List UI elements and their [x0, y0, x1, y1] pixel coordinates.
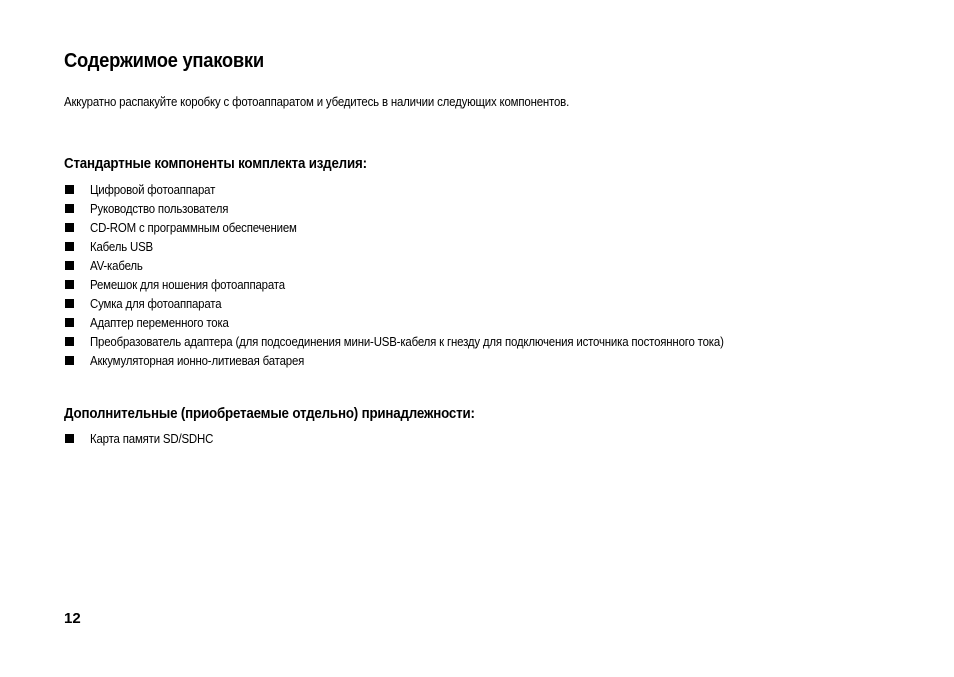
list-item-label: Цифровой фотоаппарат: [90, 182, 216, 197]
standard-components-heading: Стандартные компоненты комплекта изделия:: [64, 156, 367, 172]
list-item-label: Ремешок для ношения фотоаппарата: [90, 277, 285, 292]
square-bullet-icon: [65, 318, 74, 327]
square-bullet-icon: [65, 337, 74, 346]
list-item-label: Руководство пользователя: [90, 201, 229, 216]
list-item-label: Преобразователь адаптера (для подсоединения мини-USB-кабеля к гнезду для подключения источника постоянного тока): [90, 334, 724, 349]
square-bullet-icon: [65, 185, 74, 194]
page-title: Содержимое упаковки: [64, 50, 264, 72]
list-item-label: CD-ROM с программным обеспечением: [90, 220, 297, 235]
list-item-label: Аккумуляторная ионно-литиевая батарея: [90, 353, 305, 368]
list-item-label: Карта памяти SD/SDHC: [90, 431, 214, 446]
square-bullet-icon: [65, 434, 74, 443]
square-bullet-icon: [65, 356, 74, 365]
square-bullet-icon: [65, 280, 74, 289]
list-item-label: AV-кабель: [90, 258, 143, 273]
square-bullet-icon: [65, 299, 74, 308]
square-bullet-icon: [65, 261, 74, 270]
list-item-label: Адаптер переменного тока: [90, 315, 229, 330]
square-bullet-icon: [65, 204, 74, 213]
list-item-label: Кабель USB: [90, 239, 154, 254]
optional-accessories-heading: Дополнительные (приобретаемые отдельно) принадлежности:: [64, 406, 475, 422]
page-number: 12: [64, 610, 81, 627]
intro-paragraph: Аккуратно распакуйте коробку с фотоаппаратом и убедитесь в наличии следующих компонентов.: [64, 94, 570, 109]
list-item-label: Сумка для фотоаппарата: [90, 296, 222, 311]
square-bullet-icon: [65, 242, 74, 251]
square-bullet-icon: [65, 223, 74, 232]
